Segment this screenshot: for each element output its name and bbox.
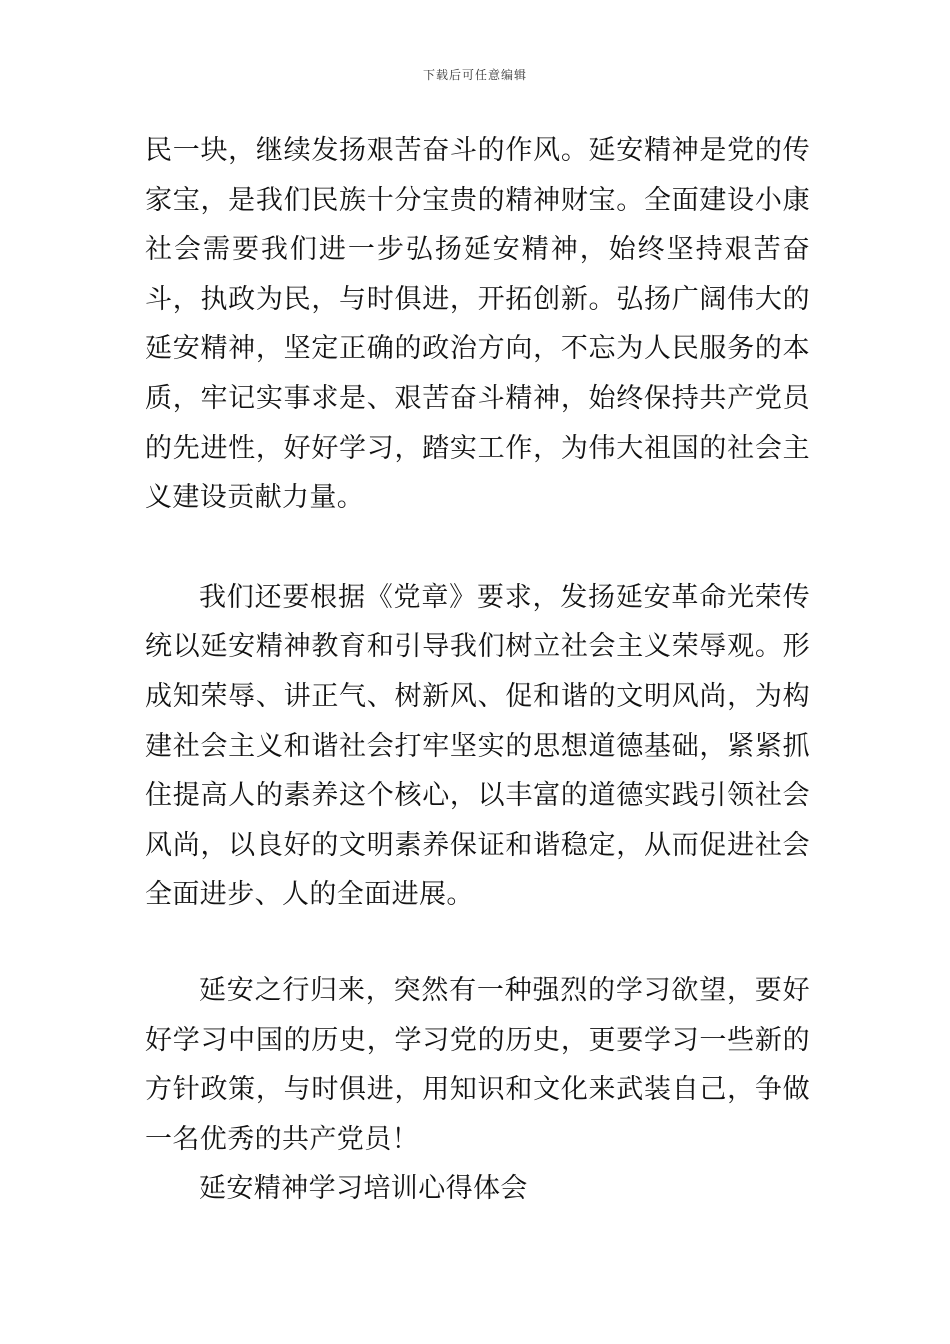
paragraph-1: 民一块，继续发扬艰苦奋斗的作风。延安精神是党的传家宝，是我们民族十分宝贵的精神财宝。全面建设小康社会需要我们进一步弘扬延安精神，始终坚持艰苦奋斗，执政为民，与时俱进，开拓创新。弘扬广阔伟大的延安精神，坚定正确的政治方向，不忘为人民服务的本质，牢记实事求是、艰苦奋斗精神，始终保持共产党员的先进性，好好学习，踏实工作，为伟大祖国的社会主义建设贡献力量。 — [145, 135, 810, 514]
page-header-note: 下载后可任意编辑 — [422, 68, 527, 82]
section-title: 延安精神学习培训心得体会 — [199, 1173, 528, 1205]
paragraph-3: 延安之行归来，突然有一种强烈的学习欲望，要好好学习中国的历史，学习党的历史，更要学习一些新的方针政策，与时俱进，用知识和文化来武装自己，争做一名优秀的共产党员！ — [145, 974, 810, 1155]
paragraph-2: 我们还要根据《党章》要求，发扬延安革命光荣传统以延安精神教育和引导我们树立社会主义荣辱观。形成知荣辱、讲正气、树新风、促和谐的文明风尚，为构建社会主义和谐社会打牢坚实的思想道德基础，紧紧抓住提高人的素养这个核心，以丰富的道德实践引领社会风尚，以良好的文明素养保证和谐稳定，从而促进社会全面进步、人的全面进展。 — [145, 581, 810, 911]
document-body — [145, 126, 810, 1214]
